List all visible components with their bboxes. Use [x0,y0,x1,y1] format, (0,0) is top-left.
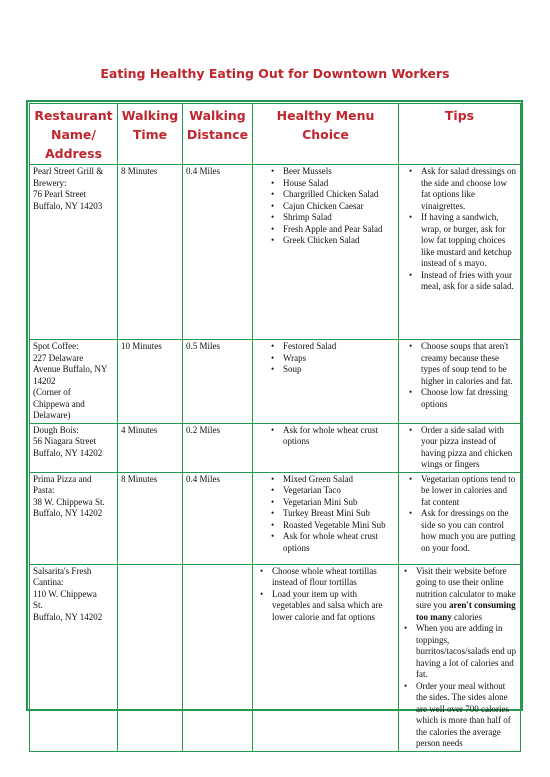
address-line: St. [33,600,43,610]
menu-item: • Festored Salad [269,341,395,353]
menu-item: • Fresh Apple and Pear Salad [269,224,395,236]
tip-text: Instead of fries with your meal, ask for a side salad. [421,269,514,291]
walking-distance: 0.4 Miles [183,165,253,340]
tips [399,423,521,472]
restaurant-address [30,564,118,751]
address-line: Chippewa and [33,398,85,409]
menu-item: • Vegetarian Mini Sub [269,497,395,509]
tip-text: Vegetarian options tend to be lower in calories and fat content [421,473,516,507]
tip-item [402,566,517,624]
table-row [30,340,521,424]
address-line: 14202 [33,375,56,386]
address-line: Buffalo, NY 14202 [33,508,103,518]
address-line: Buffalo, NY 14203 [33,200,103,211]
tip-text: Choose soups that aren't creamy because these types of soup tend to be higher in calories and fat. [421,341,513,386]
address-line: 110 W. Chippewa [33,588,97,599]
menu-choices [253,564,399,751]
walking-time: 8 Minutes [118,472,183,564]
address-line: Salsarita's Fresh [33,565,92,576]
header-menu-choice: Healthy Menu Choice [253,104,399,165]
restaurant-address [30,472,118,564]
walking-time [118,564,183,751]
address-line: Prima Pizza and [33,473,92,484]
address-line: Cantina: [33,577,64,587]
tips [399,564,521,751]
address-line: Avenue Buffalo, NY [33,364,108,374]
walking-distance: 0.4 Miles [183,472,253,564]
tip-text: Ask for dressings on the side so you can control how much you are putting on your food. [421,508,516,553]
menu-choices [253,472,399,564]
tip-text: When you are adding in toppings, burritos/tacos/salads end up having a lot of calories and fat. [416,623,516,679]
address-line: 38 W. Chippewa St. [33,496,105,507]
menu-item: • Choose whole wheat tortillas instead of flour tortillas [258,566,395,589]
walking-time: 4 Minutes [118,423,183,472]
menu-item: • Shrimp Salad [269,212,395,224]
table-row [30,423,521,472]
tip-text: Ask for salad dressings on the side and choose low fat options like vinaigrettes. [421,166,516,211]
menu-item: • Wraps [269,353,395,365]
page-title: Eating Healthy Eating Out for Downtown Workers [100,66,450,81]
walking-time: 10 Minutes [118,340,183,424]
restaurant-address [30,423,118,472]
tip-text: If having a sandwich, wrap, or burger, ask for low fat topping choices like mustard and ketchup instead of s mayo. [421,212,512,268]
tip-text: Choose low fat dressing options [421,387,508,409]
address-line: Delaware) [33,410,71,420]
address-line: Buffalo, NY 14202 [33,447,103,458]
address-line: Pasta: [33,485,55,495]
address-line: 76 Pearl Street [33,189,86,199]
tip-item [407,270,517,293]
tip-item [407,474,517,509]
menu-item: • Vegetarian Taco [269,485,395,497]
address-line: 56 Niagara Street [33,436,96,446]
menu-item: • Ask for whole wheat crust options [269,425,395,448]
header-walking-time: Walking Time [118,104,183,165]
header-row [30,104,521,165]
tip-item [407,508,517,554]
header-walking-distance: Walking Distance [183,104,253,165]
address-line: 227 Delaware [33,352,84,363]
table-row [30,564,521,751]
address-line: Dough Bois: [33,424,79,435]
menu-item: • Beer Mussels [269,166,395,178]
tip-text-after: calories [451,611,482,622]
menu-item: • Greek Chicken Salad [269,235,395,247]
tip-item [407,387,517,410]
menu-item: • Load your item up with vegetables and salsa which are lower calorie and fat options [258,589,395,624]
restaurant-address [30,340,118,424]
tips [399,472,521,564]
tips [399,340,521,424]
address-line: Brewery: [33,177,67,188]
tip-item [407,166,517,212]
menu-item: • House Salad [269,178,395,190]
menu-choices [253,340,399,424]
menu-item: • Turkey Breast Mini Sub [269,508,395,520]
tip-item [407,425,517,471]
tips [399,165,521,340]
address-line: Pearl Street Grill & [33,166,104,176]
walking-distance [183,564,253,751]
tip-bold-text: aren't consuming too many [416,600,516,622]
table-row [30,472,521,564]
tip-text: Order a side salad with your pizza instead of having pizza and chicken wings or fingers [421,424,513,469]
menu-choices [253,423,399,472]
menu-item: • Chargrilled Chicken Salad [269,189,395,201]
address-line: Buffalo, NY 14202 [33,611,103,622]
address-line: (Corner of [33,387,71,397]
table-row [30,165,521,340]
header-tips: Tips [399,104,521,165]
restaurant-table [29,103,521,752]
walking-time: 8 Minutes [118,165,183,340]
tip-text: Visit their website before going to use their online nutrition calculator to make sure you [416,565,516,610]
menu-item: • Soup [269,364,395,376]
restaurant-address [30,165,118,340]
tip-item [402,681,517,750]
menu-item: • Mixed Green Salad [269,474,395,486]
tip-text: Order your meal without the sides. The sides alone are well over 700 calories which is more than half of the calories the average person needs [416,680,511,748]
tip-item [407,341,517,387]
menu-item: • Cajun Chicken Caesar [269,201,395,213]
tip-item [402,623,517,681]
address-line: Spot Coffee: [33,341,79,351]
menu-choices [253,165,399,340]
header-restaurant: Restaurant Name/ Address [30,104,118,165]
menu-item: • Roasted Vegetable Mini Sub [269,520,395,532]
walking-distance: 0.5 Miles [183,340,253,424]
menu-item: • Ask for whole wheat crust options [269,531,395,554]
walking-distance: 0.2 Miles [183,423,253,472]
tip-item [407,212,517,270]
